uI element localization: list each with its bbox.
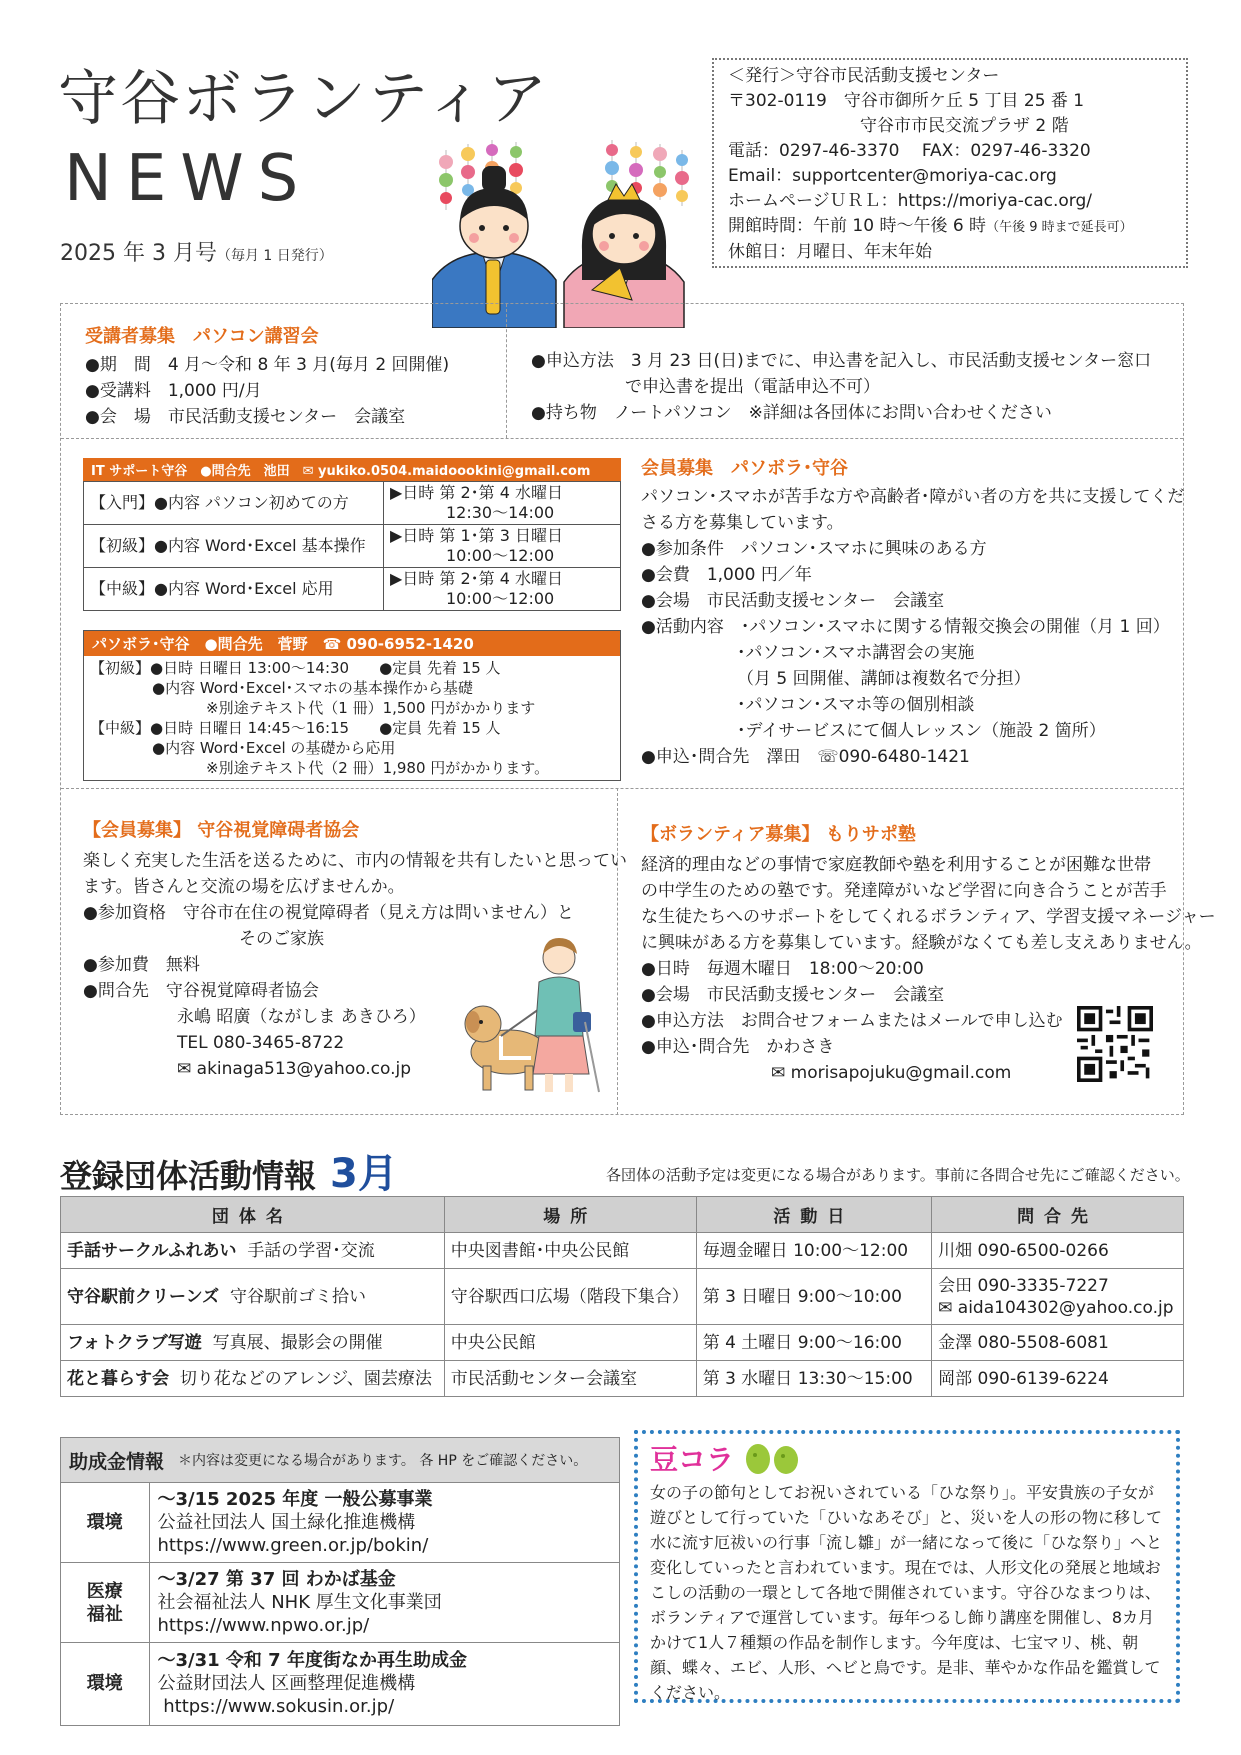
mame-column-box <box>634 1430 1180 1703</box>
it-support-box <box>83 458 621 611</box>
grant-category: 環境 <box>61 1643 149 1725</box>
issue-note: （毎月 1 日発行） <box>216 248 333 264</box>
pc-course-title: 受講者募集 パソコン講習会 <box>85 326 319 347</box>
it-support-table <box>83 481 621 611</box>
grant-url[interactable]: https://www.npwo.or.jp/ <box>157 1615 370 1636</box>
publisher-line: ＜発行＞守谷市民活動支援センター <box>728 66 1000 86</box>
schedule-time: 10:00～12:00 <box>446 589 555 608</box>
hours-note: （午後 9 時まで延長可） <box>986 220 1133 235</box>
group-name-cell <box>61 1233 445 1269</box>
place-cell: 中央公民館 <box>444 1325 696 1361</box>
group-name-cell <box>61 1325 445 1361</box>
member-pasobora-activity: ●活動内容 ･パソコン･スマホに関する情報交換会の開催（月 1 回） <box>641 617 1170 637</box>
table-header-row <box>61 1197 1184 1233</box>
morisapo-contact: ●申込･問合先 かわさき <box>641 1037 835 1057</box>
morisapo-title: 【ボランティア募集】 もりサポ塾 <box>641 824 916 845</box>
column-body: 女の子の節句としてお祝いされている「ひな祭り」。平安貴族の子女が遊びとして行っていた「ひいなあそび」と、災いを人の形の物に移して水に流す厄祓いの行事「流し雛」が一緒になって後に「ひな祭り」へと変化していったと言われています。現在では、人形文化の発展と地域おこしの活動の一環として各地で開催されています。守谷ひなまつりは、ボランティアで運営しています。毎年つるし飾り講座を開催し、8カ月かけて1人７種類の作品を制作します。今年度は、七宝マリ、桃、朝顔、蝶々、エビ、人形、ヘビと鳥です。是非、華やかな作品を鑑賞してください。 <box>650 1483 1163 1702</box>
visually-impaired-contact-name: 永嶋 昭廣（ながしま あきひろ） <box>177 1007 426 1027</box>
grant-category <box>61 1563 149 1643</box>
table-row <box>61 1643 619 1725</box>
guide-dog-illustration <box>461 932 601 1096</box>
newsletter-subtitle: NEWS <box>64 142 313 216</box>
morisapo-email: ✉ morisapojuku@gmail.com <box>771 1063 1012 1083</box>
place-cell: 中央図書館･中央公民館 <box>444 1233 696 1269</box>
grant-org: 社会福祉法人 NHK 厚生文化事業団 <box>157 1592 442 1613</box>
visually-impaired-contact: ●問合先 守谷視覚障碍者協会 <box>83 981 319 1001</box>
group-name: フォトクラブ写遊 <box>67 1332 202 1353</box>
main-info-frame <box>60 303 1216 1115</box>
contact-email: ✉ aida104302@yahoo.co.jp <box>938 1297 1174 1318</box>
activities-month: 3月 <box>330 1151 398 1197</box>
member-pasobora-contact: ●申込･問合先 澤田 ☏090-6480-1421 <box>641 747 970 767</box>
table-row <box>84 525 621 568</box>
it-support-header: IT サポート守谷 ●問合先 池田 ✉ yukiko.0504.maidoookini@gmail.com <box>83 458 621 481</box>
schedule-time: 12:30～14:00 <box>446 503 555 522</box>
grants-box <box>60 1437 620 1726</box>
publisher-hours <box>728 214 1172 240</box>
pasobora-body <box>84 656 620 780</box>
grants-note: ＊内容は変更になる場合があります。 各 HP をご確認ください。 <box>178 1453 588 1469</box>
morisapo-datetime: ●日時 毎週木曜日 18:00～20:00 <box>641 959 924 979</box>
contact-cell: 金澤 080-5508-6081 <box>932 1325 1184 1361</box>
grant-category-line: 福祉 <box>86 1603 123 1625</box>
person-icon <box>533 938 599 1092</box>
table-row <box>61 1361 1184 1397</box>
member-pasobora-venue: ●会場 市民活動支援センター 会議室 <box>641 591 945 611</box>
contact-cell: 岡部 090-6139-6224 <box>932 1361 1184 1397</box>
group-description: 手話の学習･交流 <box>247 1240 375 1261</box>
column-header: 問合先 <box>932 1197 1184 1233</box>
group-name: 花と暮らす会 <box>67 1368 169 1389</box>
table-row <box>84 482 621 525</box>
publisher-closed: 休館日：月曜日、年末年始 <box>728 242 932 262</box>
publisher-line: 守谷市市民交流プラザ 2 階 <box>860 116 1069 136</box>
column-header: 場所 <box>444 1197 696 1233</box>
schedule-day: ▶日時 第 1･第 3 日曜日 <box>390 526 564 545</box>
pasobora-line: 【初級】●日時 日曜日 13:00～14:30 ●定員 先着 15 人 <box>90 659 501 677</box>
contact-cell: 川畑 090-6500-0266 <box>932 1233 1184 1269</box>
grants-title: 助成金情報 <box>69 1450 165 1473</box>
grant-detail <box>149 1643 619 1725</box>
publisher-line: 〒302-0119 守谷市御所ケ丘 5 丁目 25 番 1 <box>728 91 1085 111</box>
day-cell: 第 4 土曜日 9:00～16:00 <box>696 1325 931 1361</box>
group-description: 切り花などのアレンジ、園芸療法 <box>179 1368 432 1389</box>
visually-impaired-qualification: そのご家族 <box>239 929 324 949</box>
grant-title: ～3/15 2025 年度 一般公募事業 <box>157 1489 433 1510</box>
pasobora-box <box>83 630 621 781</box>
pasobora-header: パソボラ･守谷 ●問合先 菅野 ☎ 090-6952-1420 <box>84 631 620 656</box>
schedule-day: ▶日時 第 2･第 4 水曜日 <box>390 569 564 588</box>
member-pasobora-condition: ●参加条件 パソコン･スマホに興味のある方 <box>641 539 987 559</box>
place-cell: 市民活動センター会議室 <box>444 1361 696 1397</box>
beans-icon <box>742 1441 802 1475</box>
table-row <box>61 1325 1184 1361</box>
contact-cell <box>932 1269 1184 1325</box>
class-content: 【初級】●内容 Word･Excel 基本操作 <box>84 525 384 568</box>
group-description: 守谷駅前ゴミ拾い <box>229 1286 366 1307</box>
visually-impaired-title: 【会員募集】 守谷視覚障碍者協会 <box>83 820 360 841</box>
activities-title-text: 登録団体活動情報 <box>60 1157 317 1195</box>
publisher-email: Email：supportcenter@moriya-cac.org <box>728 166 1057 186</box>
class-content: 【入門】●内容 パソコン初めての方 <box>84 482 384 525</box>
day-cell: 第 3 日曜日 9:00～10:00 <box>696 1269 931 1325</box>
visually-impaired-fee: ●参加費 無料 <box>83 955 200 975</box>
visually-impaired-tel: TEL 080-3465-8722 <box>177 1033 345 1053</box>
member-pasobora-title: 会員募集 パソボラ･守谷 <box>641 458 848 479</box>
morisapo-intro: 経済的理由などの事情で家庭教師や塾を利用することが困難な世帯 <box>641 855 1151 875</box>
grant-title: ～3/27 第 37 回 わかば基金 <box>157 1569 396 1590</box>
visually-impaired-intro: ます。皆さんと交流の場を広げませんか。 <box>83 877 405 897</box>
place-cell: 守谷駅西口広場（階段下集合） <box>444 1269 696 1325</box>
column-header: 団体名 <box>61 1197 445 1233</box>
grant-detail <box>149 1483 619 1563</box>
grants-table <box>61 1482 619 1725</box>
member-pasobora-activity: ･パソコン･スマホ講習会の実施 <box>737 643 975 663</box>
pasobora-line: ●内容 Word･Excel･スマホの基本操作から基礎 <box>152 679 473 697</box>
member-pasobora-section <box>641 454 1184 770</box>
day-cell: 毎週金曜日 10:00～12:00 <box>696 1233 931 1269</box>
visually-impaired-email: ✉ akinaga513@yahoo.co.jp <box>177 1059 412 1079</box>
member-pasobora-activity: ･デイサービスにて個人レッスン（施設 2 箇所） <box>737 721 1106 741</box>
morisapo-intro: な生徒たちへのサポートをしてくれるボランティア、学習支援マネージャー <box>641 907 1216 927</box>
group-name-cell <box>61 1269 445 1325</box>
table-row <box>61 1563 619 1643</box>
member-pasobora-intro: さる方を募集しています。 <box>641 513 844 533</box>
newsletter-title: 守谷ボランティア <box>58 64 550 134</box>
schedule-time: 10:00～12:00 <box>446 546 555 565</box>
grant-url[interactable]: https://www.green.or.jp/bokin/ <box>157 1535 429 1556</box>
issue-date <box>60 236 333 267</box>
morisapo-apply: ●申込方法 お問合せフォームまたはメールで申し込む <box>641 1011 1063 1031</box>
pc-course-apply-line: ●申込方法 3 月 23 日(日)までに、申込書を記入し、市民活動支援センター窓口 <box>531 351 1152 371</box>
activities-note: 各団体の活動予定は変更になる場合があります。事前に各問合せ先にご確認ください。 <box>606 1166 1190 1184</box>
member-pasobora-intro: パソコン･スマホが苦手な方や高齢者･障がい者の方を共に支援してくだ <box>641 487 1185 507</box>
pasobora-line: 【中級】●日時 日曜日 14:45～16:15 ●定員 先着 15 人 <box>90 719 501 737</box>
activities-title <box>60 1142 398 1199</box>
grant-category-line: 医療 <box>86 1580 123 1602</box>
group-name: 守谷駅前クリーンズ <box>67 1286 220 1307</box>
hours-main: 開館時間：午前 10 時～午後 6 時 <box>728 216 987 236</box>
member-pasobora-activity: （月 5 回開催、講師は複数名で分担） <box>737 669 1031 689</box>
pasobora-line: ※別途テキスト代（1 冊）1,500 円がかかります <box>206 699 536 717</box>
pc-course-apply-line: で申込書を提出（電話申込不可） <box>625 377 880 397</box>
publisher-url: ホームページＵＲＬ：https://moriya-cac.org/ <box>728 191 1093 211</box>
hina-dolls-illustration <box>432 140 696 328</box>
pc-course-apply <box>531 348 1151 426</box>
publisher-phone: 電話：0297-46-3370 FAX：0297-46-3320 <box>728 141 1091 161</box>
morisapo-venue: ●会場 市民活動支援センター 会議室 <box>641 985 945 1005</box>
group-description: 写真展、撮影会の開催 <box>212 1332 383 1353</box>
activities-table <box>60 1196 1184 1397</box>
column-title: 豆コラ <box>650 1443 735 1476</box>
class-schedule <box>384 525 621 568</box>
issue-label: 2025 年 3 月号 <box>60 241 217 266</box>
grant-detail <box>149 1563 619 1643</box>
table-row <box>61 1483 619 1563</box>
morisapo-intro: の中学生のための塾です。発達障がいなど学習に向き合うことが苦手 <box>641 881 1167 901</box>
column-header: 活動日 <box>696 1197 931 1233</box>
pc-course-bring: ●持ち物 ノートパソコン ※詳細は各団体にお問い合わせください <box>531 403 1052 423</box>
publisher-box <box>712 58 1188 268</box>
visually-impaired-qualification: ●参加資格 守谷市在住の視覚障碍者（見え方は問いません）と <box>83 903 574 923</box>
class-schedule <box>384 482 621 525</box>
contact-phone: 会田 090-3335-7227 <box>938 1275 1109 1296</box>
table-row <box>84 568 621 611</box>
visually-impaired-intro: 楽しく充実した生活を送るために、市内の情報を共有したいと思ってい <box>83 851 627 871</box>
pasobora-line: ※別途テキスト代（2 冊）1,980 円がかかります。 <box>206 759 550 777</box>
member-pasobora-activity: ･パソコン･スマホ等の個別相談 <box>737 695 975 715</box>
pasobora-line: ●内容 Word･Excel の基礎から応用 <box>152 739 396 757</box>
grants-header <box>61 1438 619 1482</box>
pc-course-venue: ●会 場 市民活動支援センター 会議室 <box>85 407 406 427</box>
grant-title: ～3/31 令和 7 年度街なか再生助成金 <box>157 1650 467 1672</box>
schedule-day: ▶日時 第 2･第 4 水曜日 <box>390 483 564 502</box>
group-name-cell <box>61 1361 445 1397</box>
table-row <box>61 1233 1184 1269</box>
member-pasobora-fee: ●会費 1,000 円／年 <box>641 565 812 585</box>
table-row <box>61 1269 1184 1325</box>
pc-course-fee: ●受講料 1,000 円/月 <box>85 381 262 401</box>
grant-url[interactable]: https://www.sokusin.or.jp/ <box>157 1696 395 1718</box>
grant-org: 公益財団法人 区画整理促進機構 <box>157 1673 416 1695</box>
grant-org: 公益社団法人 国土緑化推進機構 <box>157 1512 416 1533</box>
group-name: 手話サークルふれあい <box>67 1240 237 1261</box>
class-schedule <box>384 568 621 611</box>
day-cell: 第 3 水曜日 13:30～15:00 <box>696 1361 931 1397</box>
column-header <box>650 1438 1164 1478</box>
morisapo-intro: に興味がある方を募集しています。経験がなくても差し支えありません。 <box>641 933 1202 953</box>
grant-category: 環境 <box>61 1483 149 1563</box>
pc-course-period: ●期 間 4 月～令和 8 年 3 月(毎月 2 回開催) <box>85 355 450 375</box>
pc-course-section <box>85 322 449 430</box>
qr-code-icon[interactable] <box>1077 1006 1153 1082</box>
class-content: 【中級】●内容 Word･Excel 応用 <box>84 568 384 611</box>
